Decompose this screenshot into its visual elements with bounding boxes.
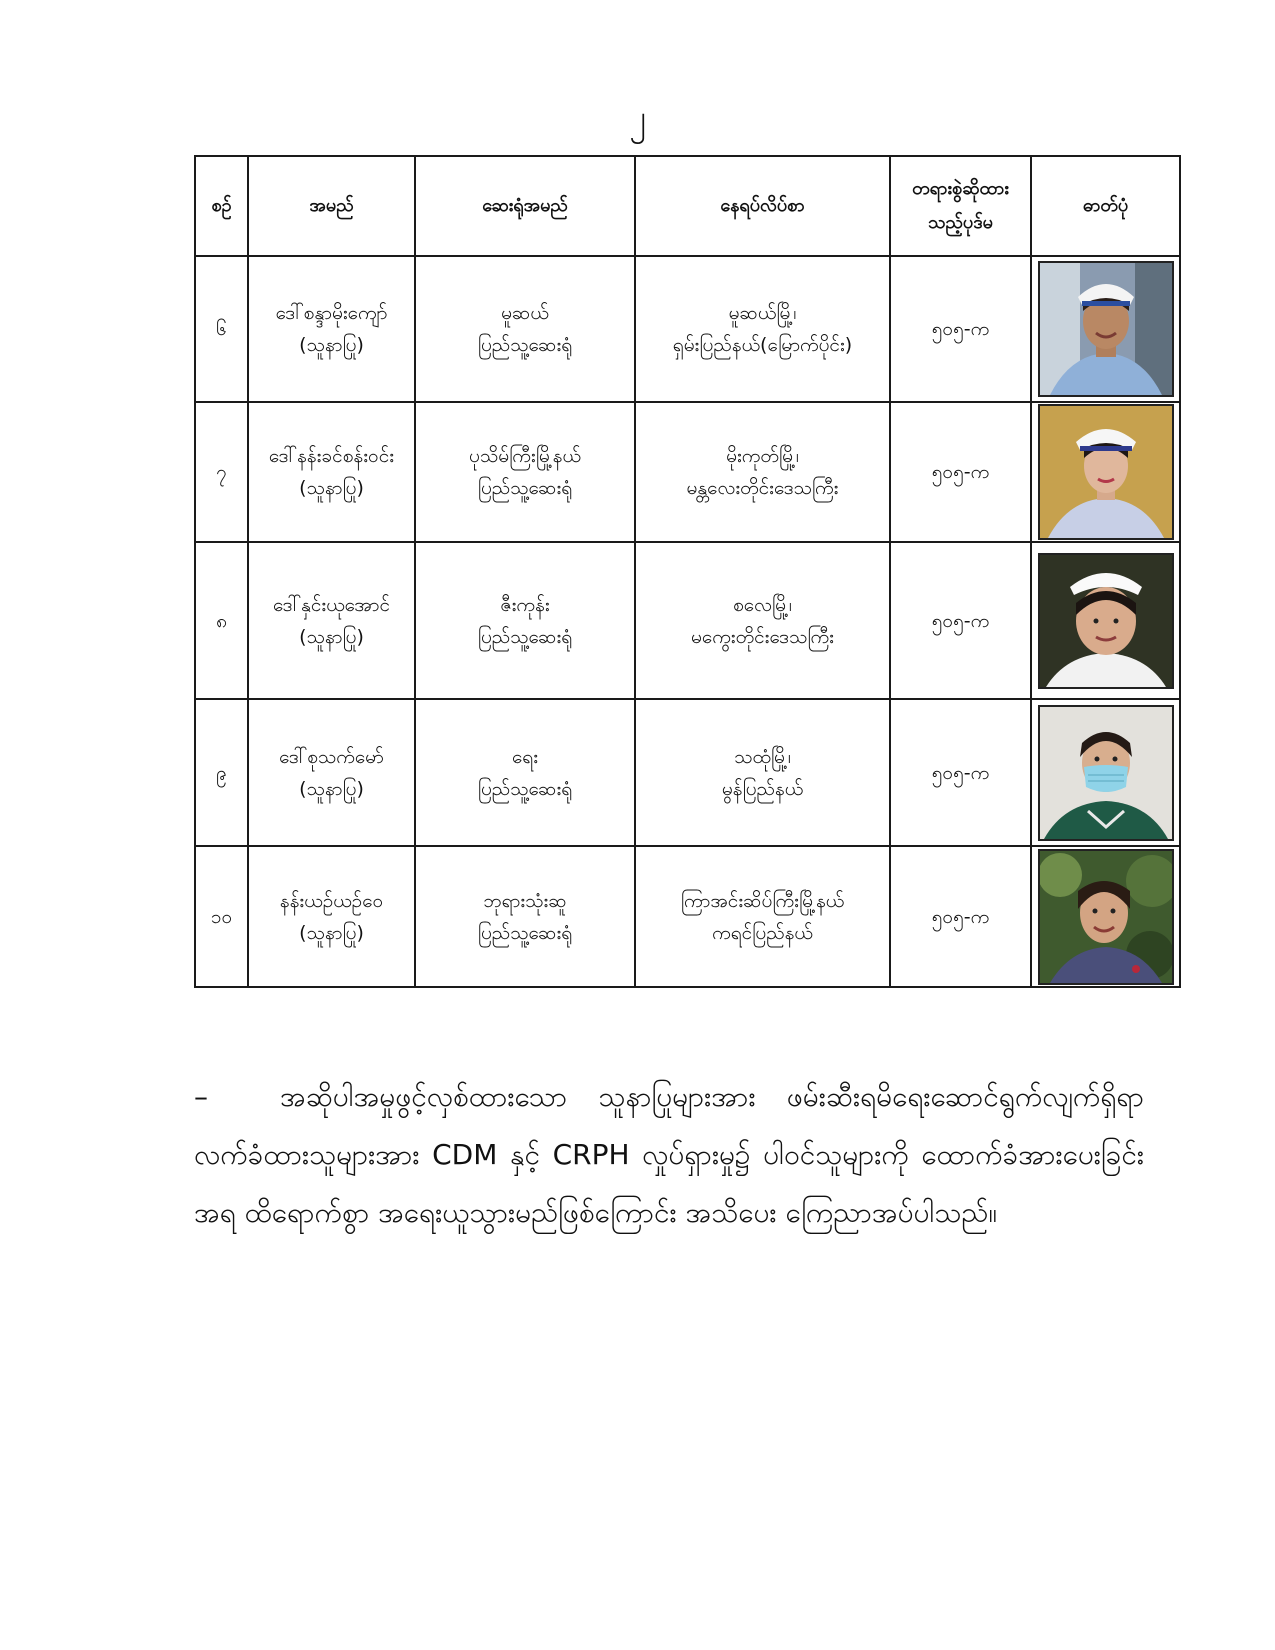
page-number: ၂ <box>629 98 646 138</box>
address-line-1: ကြာအင်းဆိပ်ကြီးမြို့နယ် <box>680 889 845 912</box>
row-name <box>248 256 415 402</box>
table-row <box>195 846 1180 987</box>
row-no: ၇ <box>195 402 248 542</box>
address-line-2: ရှမ်းပြည်နယ်(မြောက်ပိုင်း) <box>672 334 853 356</box>
row-no: ၆ <box>195 256 248 402</box>
row-photo <box>1031 699 1180 846</box>
row-address <box>635 542 890 699</box>
header-photo: ဓာတ်ပုံ <box>1031 156 1180 256</box>
table-row <box>195 256 1180 402</box>
header-section: တရားစွဲဆိုထား သည့်ပုဒ်မ <box>890 156 1031 256</box>
header-name: အမည် <box>248 156 415 256</box>
header-no: စဉ် <box>195 156 248 256</box>
notice-paragraph <box>194 1068 1144 1242</box>
row-address <box>635 699 890 846</box>
row-section: ၅၀၅-က <box>890 256 1031 402</box>
notice-dash: – <box>194 1080 208 1113</box>
row-no: ၁၀ <box>195 846 248 987</box>
row-name <box>248 699 415 846</box>
hospital-line-1: ဇီးကုန်း <box>500 593 550 616</box>
address-line-1: မူဆယ်မြို့၊ <box>728 302 797 324</box>
person-name: ဒေါ်စန္ဒာမိုးကျော် <box>275 302 388 324</box>
row-section: ၅၀၅-က <box>890 699 1031 846</box>
row-photo <box>1031 256 1180 402</box>
outdoor-portrait-icon <box>1038 849 1174 985</box>
address-line-1: စလေမြို့၊ <box>733 593 792 616</box>
nurse-cap-portrait-icon <box>1038 261 1174 397</box>
hospital-line-2: ပြည်သူ့ဆေးရုံ <box>477 334 573 356</box>
address-line-1: မိုးကုတ်မြို့၊ <box>726 445 799 467</box>
table-row <box>195 542 1180 699</box>
table-row <box>195 699 1180 846</box>
row-no: ၈ <box>195 542 248 699</box>
hospital-line-1: ပုသိမ်ကြီးမြို့နယ် <box>469 445 581 467</box>
header-address: နေရပ်လိပ်စာ <box>635 156 890 256</box>
row-address <box>635 402 890 542</box>
row-photo <box>1031 542 1180 699</box>
wanted-nurses-table <box>194 155 1181 988</box>
person-title: (သူနာပြု) <box>299 777 364 800</box>
address-line-2: ကရင်ပြည်နယ် <box>712 921 813 944</box>
hospital-line-2: ပြည်သူ့ဆေးရုံ <box>477 477 573 499</box>
hospital-line-1: ရေး <box>511 745 539 768</box>
notice-text: အဆိုပါအမှုဖွင့်လှစ်ထားသော သူနာပြုများအား ဖမ်းဆီးရမိရေးဆောင်ရွက်လျက်ရှိရာ လက်ခံထားသူများအား CDM နှင့် CRPH လှုပ်ရှားမှု၌ ပါဝင်သူများကို ထောက်ခံအားပေးခြင်းအရ ထိရောက်စွာ အရေးယူသွားမည်ဖြစ်ကြောင်း အသိပေး ကြေညာအပ်ပါသည်။ <box>194 1080 1144 1229</box>
row-section: ၅၀၅-က <box>890 402 1031 542</box>
hospital-line-1: ဘုရားသုံးဆူ <box>483 889 567 912</box>
person-title: (သူနာပြု) <box>299 921 364 944</box>
person-title: (သူနာပြု) <box>299 625 364 648</box>
row-hospital <box>415 542 635 699</box>
header-hospital: ဆေးရုံအမည် <box>415 156 635 256</box>
hospital-line-2: ပြည်သူ့ဆေးရုံ <box>477 625 573 648</box>
table-header-row <box>195 156 1180 256</box>
row-name <box>248 846 415 987</box>
row-hospital <box>415 256 635 402</box>
address-line-1: သထုံမြို့၊ <box>734 745 791 768</box>
row-section: ၅၀၅-က <box>890 542 1031 699</box>
person-title: (သူနာပြု) <box>299 334 364 356</box>
row-address <box>635 846 890 987</box>
row-section: ၅၀၅-က <box>890 846 1031 987</box>
row-photo <box>1031 846 1180 987</box>
row-photo <box>1031 402 1180 542</box>
row-name <box>248 542 415 699</box>
row-hospital <box>415 402 635 542</box>
hospital-line-1: မူဆယ် <box>501 302 549 324</box>
row-no: ၉ <box>195 699 248 846</box>
hospital-line-2: ပြည်သူ့ဆေးရုံ <box>477 777 573 800</box>
person-name: ဒေါ်နန်းခင်စန်းဝင်း <box>268 445 395 467</box>
address-line-2: မန္တလေးတိုင်းဒေသကြီး <box>686 477 839 499</box>
row-hospital <box>415 699 635 846</box>
address-line-2: မကွေးတိုင်းဒေသကြီး <box>691 625 834 648</box>
person-name: ဒေါ်နှင်းယုအောင် <box>272 593 391 616</box>
row-name <box>248 402 415 542</box>
row-address <box>635 256 890 402</box>
hospital-line-2: ပြည်သူ့ဆေးရုံ <box>477 921 573 944</box>
person-name: ဒေါ်စုသက်မော် <box>279 745 384 768</box>
person-title: (သူနာပြု) <box>299 477 364 499</box>
masked-portrait-icon <box>1038 705 1174 841</box>
person-name: နန်းယဉ်ယဉ်ဝေ <box>279 889 384 912</box>
table-row <box>195 402 1180 542</box>
nurse-cap-portrait-icon <box>1038 404 1174 540</box>
nurse-cap-portrait-icon <box>1038 553 1174 689</box>
address-line-2: မွန်ပြည်နယ် <box>721 777 804 800</box>
row-hospital <box>415 846 635 987</box>
